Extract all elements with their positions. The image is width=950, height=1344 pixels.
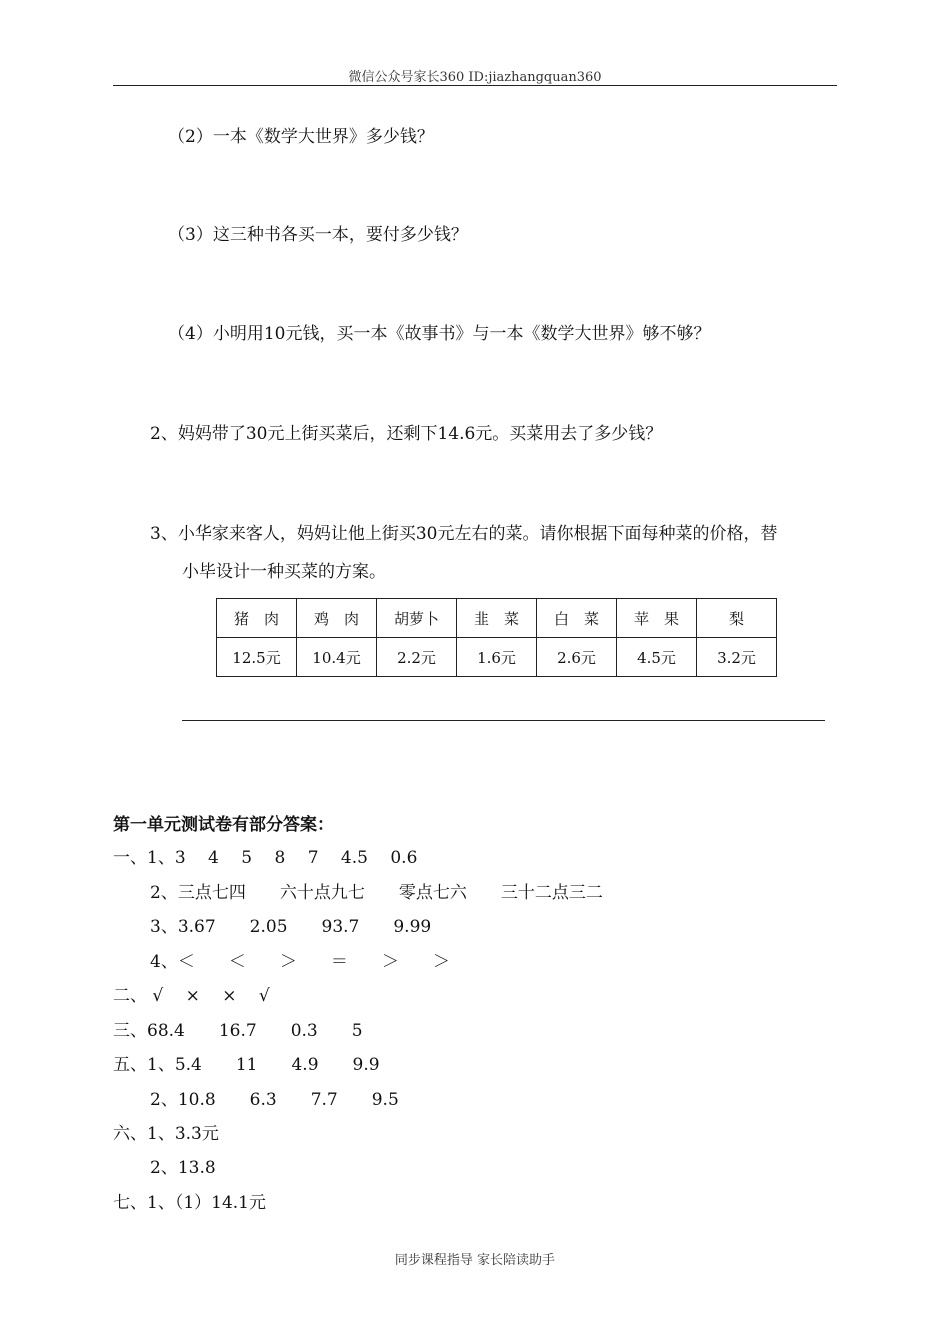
price-cell: 1.6元 [457, 638, 537, 677]
answer-line: 3、3.67 2.05 93.7 9.99 [150, 917, 432, 937]
header-rule [113, 85, 837, 86]
header-text: 微信公众号家长360 ID:jiazhangquan360 [348, 70, 602, 85]
question-2: 2、妈妈带了30元上街买菜后，还剩下14.6元。买菜用去了多少钱？ [150, 424, 663, 444]
header-cell: 鸡 肉 [297, 599, 377, 638]
answer-line: 2、13.8 [150, 1158, 216, 1178]
answer-line: 六、1、3.3元 [113, 1124, 219, 1144]
answer-line: 4、＜ ＜ ＞ ＝ ＞ ＞ [150, 952, 450, 972]
header-cell: 苹 果 [617, 599, 697, 638]
header-cell: 白 菜 [537, 599, 617, 638]
price-cell: 10.4元 [297, 638, 377, 677]
question-1-3: （3）这三种书各买一本，要付多少钱？ [168, 225, 468, 245]
answers-title: 第一单元测试卷有部分答案： [113, 815, 334, 835]
price-cell: 3.2元 [697, 638, 777, 677]
price-table-price-row [217, 638, 777, 677]
price-table [216, 598, 777, 677]
answer-blank-line [182, 720, 825, 721]
price-cell: 2.2元 [377, 638, 457, 677]
price-cell: 4.5元 [617, 638, 697, 677]
price-cell: 12.5元 [217, 638, 297, 677]
header-cell: 猪 肉 [217, 599, 297, 638]
page-footer: 同步课程指导 家长陪读助手 [394, 1253, 556, 1268]
answer-line: 2、10.8 6.3 7.7 9.5 [150, 1090, 399, 1110]
question-3-line-2: 小毕设计一种买菜的方案。 [182, 562, 386, 582]
price-cell: 2.6元 [537, 638, 617, 677]
question-3-line-1: 3、小华家来客人，妈妈让他上街买30元左右的菜。请你根据下面每种菜的价格，替 [150, 524, 778, 544]
header-cell: 梨 [697, 599, 777, 638]
header-cell: 韭 菜 [457, 599, 537, 638]
answer-line: 七、1、（1）14.1元 [113, 1193, 266, 1213]
answer-line: 五、1、5.4 11 4.9 9.9 [113, 1055, 380, 1075]
answer-line: 二、 √ × × √ [113, 986, 270, 1006]
answer-line: 一、1、3 4 5 8 7 4.5 0.6 [113, 848, 418, 868]
answer-line: 2、三点七四 六十点九七 零点七六 三十二点三二 [150, 883, 603, 903]
header-cell: 胡萝卜 [377, 599, 457, 638]
answer-line: 三、68.4 16.7 0.3 5 [113, 1021, 363, 1041]
price-table-header-row [217, 599, 777, 638]
question-1-2: （2）一本《数学大世界》多少钱？ [168, 127, 434, 147]
question-1-4: （4）小明用10元钱，买一本《故事书》与一本《数学大世界》够不够？ [168, 324, 711, 344]
